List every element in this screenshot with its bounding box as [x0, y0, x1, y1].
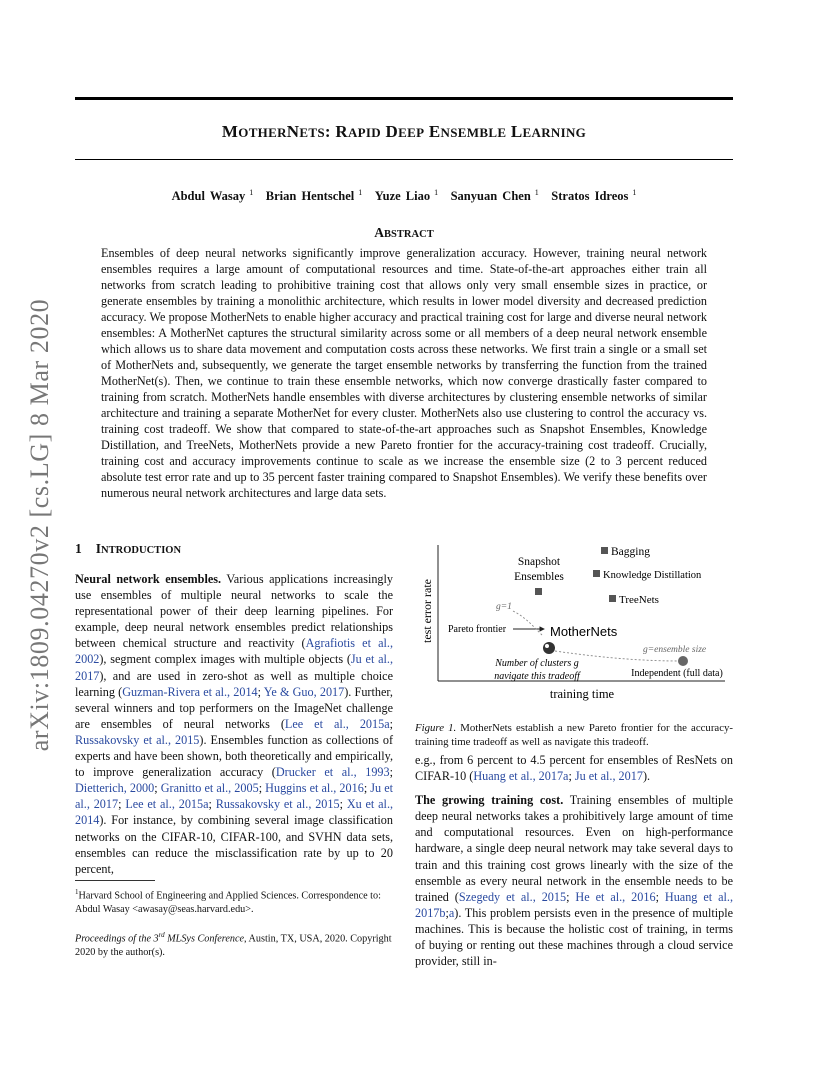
independent-marker [678, 656, 688, 666]
g-ensemble-label: g=ensemble size [643, 645, 707, 655]
citation-link[interactable]: Guzman-Rivera et al., 2014 [122, 684, 258, 699]
author-list: Abdul Wasay $^1$ Brian Hentschel $^1$ Yuze Liao $^1$ Sanyuan Chen $^1$ Stratos Idreos $^1$ [171, 188, 637, 204]
bagging-marker [601, 547, 608, 554]
citation-link[interactable]: Xu et al., 2014 [75, 797, 394, 828]
paper-title: MOTHERNETS: RAPID DEEP ENSEMBLE LEARNING [221, 122, 587, 141]
section-heading: 1 INTRODUCTION [75, 541, 182, 556]
citation-link[interactable]: Huang et al., 2017b [415, 889, 733, 920]
clusters-text-1: Number of clusters g [495, 658, 579, 669]
abstract-heading: ABSTRACT [374, 225, 434, 240]
footnote-affiliation: $^1$Harvard School of Engineering and Applied Sciences. Correspondence to: Abdul Wasay <awasay@seas.harvard.edu>. [75, 888, 381, 915]
right-column-text: e.g., from 6 percent to 4.5 percent for ensembles of ResNets on CIFAR-10 (Huang et al., 2017a; Ju et al., 2017). The growing training cost. Training ensembles of multiple deep neural networks takes a prohibitively large amount of time and computational resources. Even on high-performance hardware, a single deep neural network may take several days to train and this training cost grows linearly with the size of the ensemble as every neural network in the ensemble needs to be trained (Szegedy et al., 2015; He et al., 2016; Huang et al., 2017b;a). This problem persists even in the presence of multiple machines. This is because the holistic cost of training, in terms of buying or renting out these machines through a cloud service provider, still in- [415, 753, 734, 969]
citation-link[interactable]: Ju et al., 2017 [574, 769, 643, 784]
citation-link[interactable]: Lee et al., 2015a [125, 797, 209, 812]
author-name: Sanyuan Chen [450, 189, 531, 204]
citation-link[interactable]: Huang et al., 2017a [473, 769, 569, 784]
legend-treenets: TreeNets [619, 594, 659, 606]
citation-link[interactable]: Drucker et al., 1993 [275, 765, 390, 780]
footnote-rule [75, 880, 155, 881]
citation-link[interactable]: a [448, 905, 455, 920]
y-axis-label: test error rate [420, 579, 434, 643]
figure-1 [410, 535, 740, 710]
author-name: Yuze Liao [374, 189, 431, 204]
citation-link[interactable]: Russakovsky et al., 2015 [75, 732, 200, 747]
citation-link[interactable]: Ye & Guo, 2017 [263, 684, 345, 699]
mothernets-marker [543, 642, 555, 654]
treenets-marker [609, 595, 616, 602]
citation-link[interactable]: Dietterich, 2000 [75, 781, 155, 796]
citation-link[interactable]: Lee et al., 2015a [284, 716, 390, 731]
citation-link[interactable]: Szegedy et al., 2015 [458, 889, 567, 904]
citation-link[interactable]: Ju et al., 2017 [75, 652, 394, 683]
kd-marker [593, 570, 600, 577]
author-name: Abdul Wasay [171, 189, 246, 204]
author-name: Brian Hentschel [265, 189, 355, 204]
citation-link[interactable]: Granitto et al., 2005 [160, 781, 259, 796]
pareto-frontier-label: Pareto frontier [448, 624, 507, 635]
author-name: Stratos Idreos [551, 189, 629, 204]
legend-knowledge-distillation: Knowledge Distillation [603, 570, 702, 581]
figure-caption: Figure 1. MotherNets establish a new Pareto frontier for the accuracy-training time tradeoff as well as navigate this tradeoff. [415, 722, 733, 748]
g1-label: g=1 [496, 602, 512, 612]
snapshot-label-1: Snapshot [517, 556, 561, 568]
left-column-text: Neural network ensembles. Various applications increasingly use ensembles of multiple neural networks to scale the representational power of their deep learning pipelines. For example, deep neural network ensembles predict relationships between chemical structure and reactivity (Agrafiotis et al., 2002), segment complex images with multiple objects (Ju et al., 2017), and are used in zero-shot as well as multiple choice learning (Guzman-Rivera et al., 2014; Ye & Guo, 2017). Further, several winners and top performers on the ImageNet challenge are ensembles of neural networks (Lee et al., 2015a; Russakovsky et al., 2015). Ensembles function as collections of experts and have been shown, both theoretically and empirically, to improve generalization accuracy (Drucker et al., 1993; Dietterich, 2000; Granitto et al., 2005; Huggins et al., 2016; Ju et al., 2017; Lee et al., 2015a; Russakovsky et al., 2015; Xu et al., 2014). For instance, by combining several image classification networks on the CIFAR-10, CIFAR-100, and SVHN data sets, ensembles can reduce the misclassification rate by up to 20 percent, [75, 572, 394, 876]
title-top-rule [75, 97, 733, 100]
citation-link[interactable]: Agrafiotis et al., 2002 [75, 636, 393, 667]
legend-bagging: Bagging [611, 546, 650, 558]
abstract-text: Ensembles of deep neural networks significantly improve generalization accuracy. However, training neural network ensembles requires a large amount of computational resources and time. State-of-the-art approaches either train all networks from scratch leading to prohibitive training cost that allows only very small ensemble sizes in practice, or generate ensembles by training a monolithic architecture, which results in lower model diversity and decreased prediction accuracy. We propose MotherNets to enable higher accuracy and practical training cost for large and diverse neural network ensembles: A MotherNet captures the structural similarity across some or all members of a deep neural network ensemble which allows us to share data movement and computation costs across these networks. We first train a single or a small set of MotherNets and, subsequently, we generate the target ensemble networks by transferring the function from the trained MotherNet(s). Then, we continue to train these ensemble networks, which now converge drastically faster compared to training from scratch. MotherNets handle ensembles with diverse architectures by clustering ensemble networks of similar architecture and training a separate MotherNet for every cluster. MotherNets also use clustering to control the accuracy vs. training cost tradeoff. We show that compared to state-of-the-art approaches such as Snapshot Ensembles, Knowledge Distillation, and TreeNets, MotherNets provide a new Pareto frontier for the accuracy-training cost tradeoff. Crucially, training cost and accuracy improvements continue to scale as we increase the ensemble size (2 to 3 percent reduced absolute test error rate and up to 35 percent faster training compared to Snapshot Ensembles). We verify these benefits over numerous neural network architectures and large data sets. [101, 246, 707, 500]
citation-link[interactable]: Ju et al., 2017 [75, 781, 394, 812]
title-bottom-rule [75, 159, 733, 160]
citation-link[interactable]: He et al., 2016 [575, 889, 656, 904]
g1-dotted-curve [513, 611, 542, 635]
clusters-text-2: navigate this tradeoff [494, 671, 580, 682]
snapshot-label-2: Ensembles [514, 571, 564, 583]
snapshot-marker [535, 588, 542, 595]
x-axis-label: training time [549, 687, 615, 701]
citation-link[interactable]: Russakovsky et al., 2015 [215, 797, 340, 812]
footnote-proceedings: Proceedings of the 3rd MLSys Conference, Austin, TX, USA, 2020. Copyright 2020 by the author(s). [75, 931, 392, 958]
independent-label: Independent (full data) [631, 668, 723, 679]
mothernets-label: MotherNets [550, 624, 618, 639]
arxiv-stamp: arXiv:1809.04270v2 [cs.LG] 8 Mar 2020 [25, 298, 54, 752]
citation-link[interactable]: Huggins et al., 2016 [265, 781, 364, 796]
